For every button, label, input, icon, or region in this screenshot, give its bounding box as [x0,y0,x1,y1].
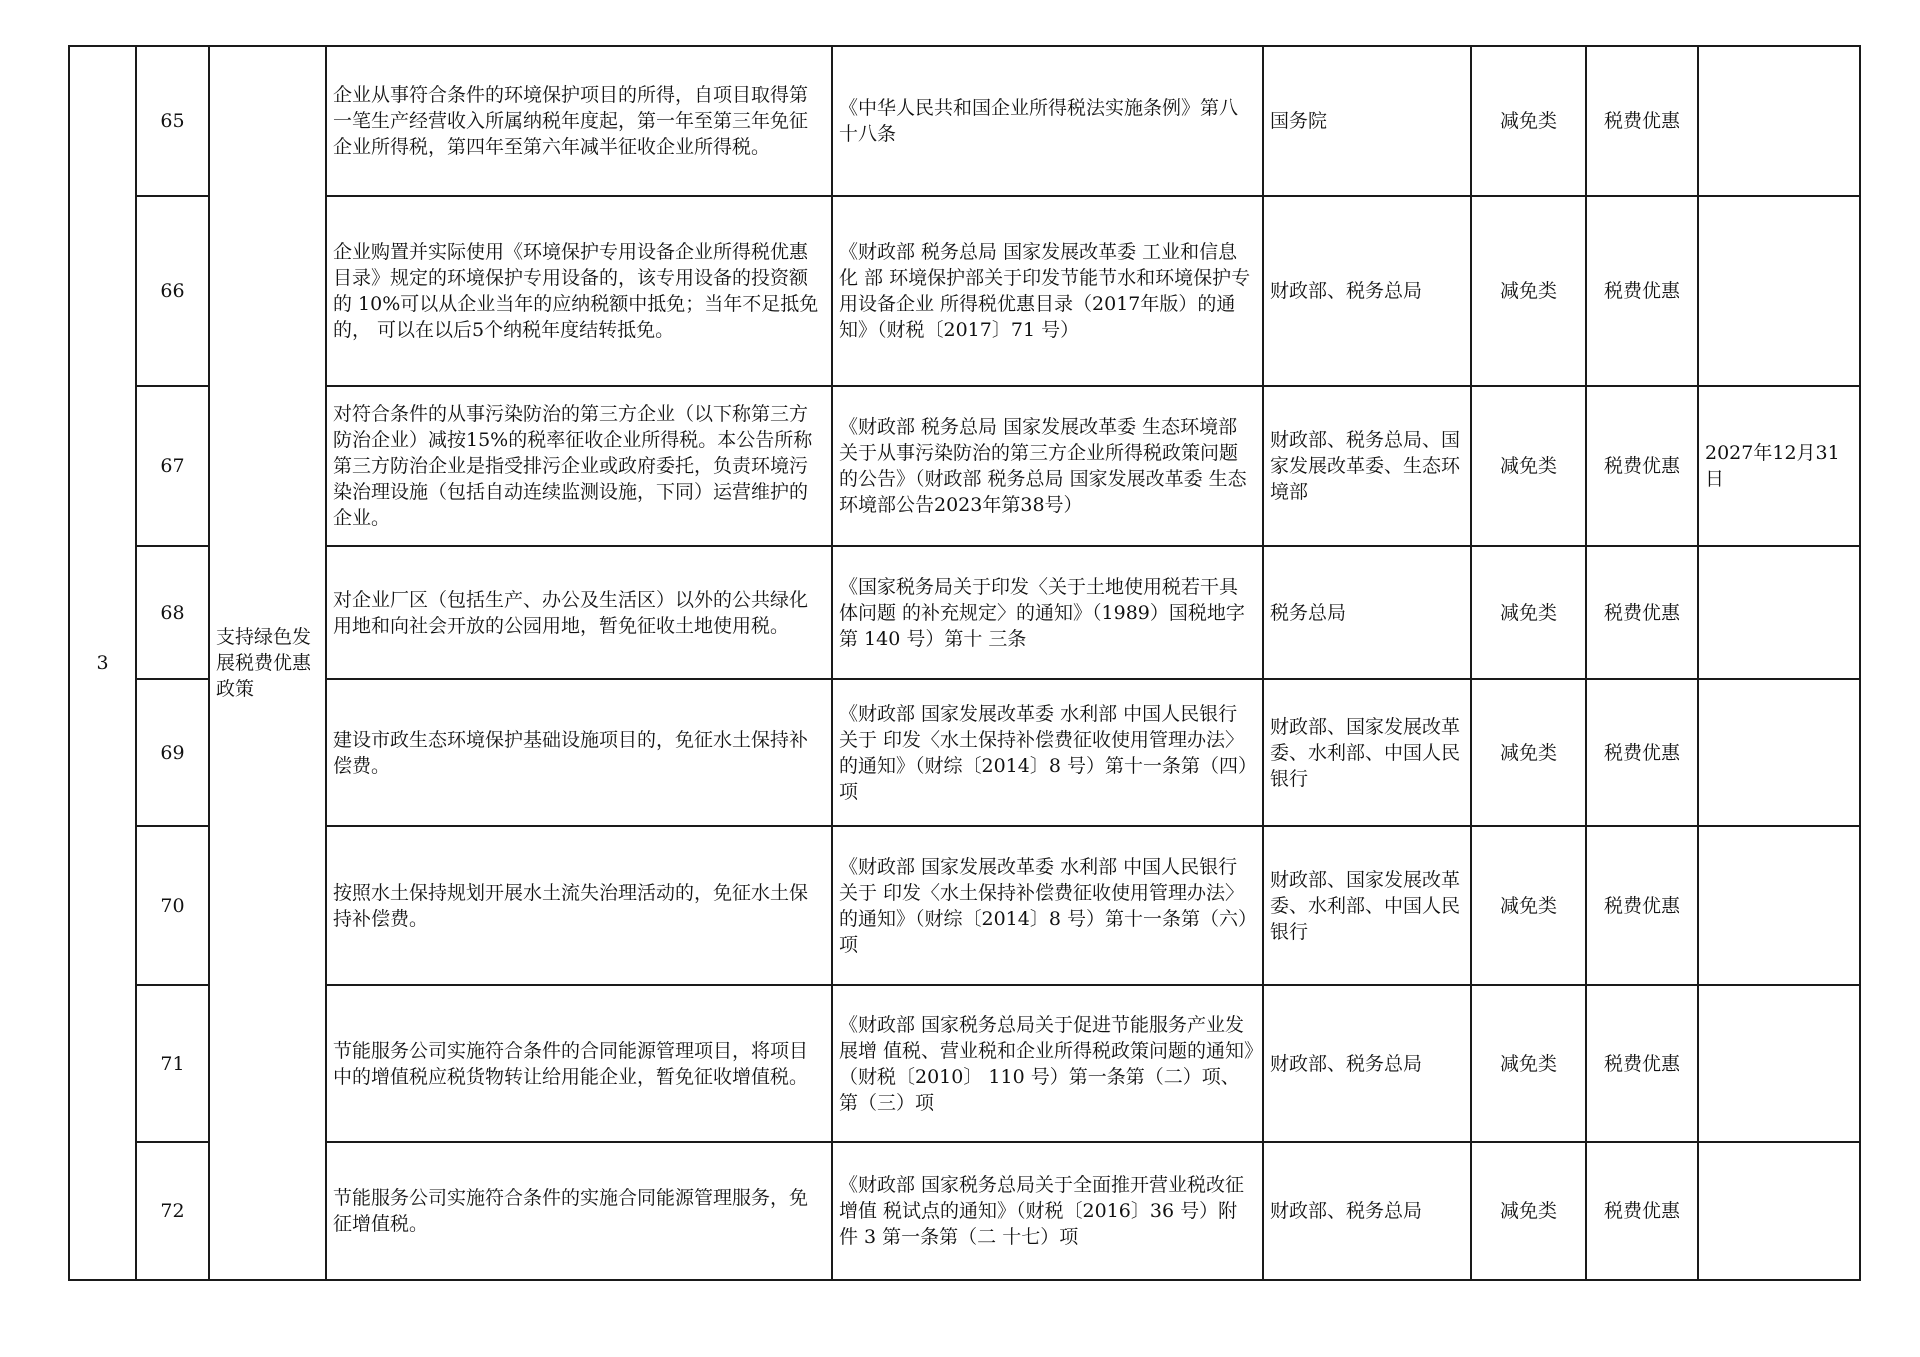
issuing-department: 财政部、税务总局 [1263,985,1471,1142]
benefit-type: 减免类 [1471,826,1586,985]
benefit-kind: 税费优惠 [1586,985,1698,1142]
benefit-kind: 税费优惠 [1586,196,1698,386]
table-row [69,985,1860,1142]
policy-content: 节能服务公司实施符合条件的实施合同能源管理服务，免征增值税。 [326,1142,832,1280]
row-number: 66 [136,196,209,386]
benefit-kind: 税费优惠 [1586,546,1698,679]
expiry-date [1698,985,1860,1142]
table-row [69,546,1860,679]
benefit-type: 减免类 [1471,386,1586,546]
benefit-kind: 税费优惠 [1586,679,1698,826]
policy-basis: 《财政部 国家税务总局关于促进节能服务产业发展增 值税、营业税和企业所得税政策问题的通知》（财税〔2010〕 110 号）第一条第（二）项、第（三）项 [832,985,1263,1142]
row-number: 65 [136,46,209,196]
issuing-department: 财政部、国家发展改革委、水利部、中国人民银行 [1263,826,1471,985]
row-number: 72 [136,1142,209,1280]
policy-basis: 《财政部 国家税务总局关于全面推开营业税改征增值 税试点的通知》（财税〔2016〕36 号）附件 3 第一条第（二 十七）项 [832,1142,1263,1280]
benefit-type: 减免类 [1471,196,1586,386]
group-number: 3 [69,46,136,1280]
benefit-kind: 税费优惠 [1586,826,1698,985]
policy-content: 按照水土保持规划开展水土流失治理活动的，免征水土保持补偿费。 [326,826,832,985]
benefit-kind: 税费优惠 [1586,386,1698,546]
row-number: 71 [136,985,209,1142]
table-row [69,826,1860,985]
expiry-date [1698,1142,1860,1280]
expiry-date [1698,679,1860,826]
policy-content: 对企业厂区（包括生产、办公及生活区）以外的公共绿化用地和向社会开放的公园用地，暂免征收土地使用税。 [326,546,832,679]
issuing-department: 国务院 [1263,46,1471,196]
table-row [69,679,1860,826]
table-row [69,196,1860,386]
policy-basis: 《财政部 税务总局 国家发展改革委 工业和信息化 部 环境保护部关于印发节能节水和环境保护专用设备企业 所得税优惠目录（2017年版）的通知》（财税〔2017〕71 号） [832,196,1263,386]
benefit-type: 减免类 [1471,1142,1586,1280]
policy-content: 企业购置并实际使用《环境保护专用设备企业所得税优惠目录》规定的环境保护专用设备的，该专用设备的投资额 的 10%可以从企业当年的应纳税额中抵免；当年不足抵免的， 可以在以后5个纳税年度结转抵免。 [326,196,832,386]
policy-category: 支持绿色发展税费优惠政策 [209,46,326,1280]
row-number: 70 [136,826,209,985]
benefit-type: 减免类 [1471,46,1586,196]
benefit-kind: 税费优惠 [1586,46,1698,196]
issuing-department: 税务总局 [1263,546,1471,679]
expiry-date [1698,196,1860,386]
policy-content: 节能服务公司实施符合条件的合同能源管理项目，将项目中的增值税应税货物转让给用能企业，暂免征收增值税。 [326,985,832,1142]
policy-content: 企业从事符合条件的环境保护项目的所得，自项目取得第一笔生产经营收入所属纳税年度起，第一年至第三年免征 企业所得税，第四年至第六年减半征收企业所得税。 [326,46,832,196]
policy-basis: 《财政部 税务总局 国家发展改革委 生态环境部关于从事污染防治的第三方企业所得税政策问题的公告》（财政部 税务总局 国家发展改革委 生态环境部公告2023年第38号） [832,386,1263,546]
table-row [69,386,1860,546]
benefit-type: 减免类 [1471,679,1586,826]
policy-basis: 《财政部 国家发展改革委 水利部 中国人民银行关于 印发〈水土保持补偿费征收使用管理办法〉的通知》（财综〔2014〕8 号）第十一条第（六）项 [832,826,1263,985]
issuing-department: 财政部、国家发展改革委、水利部、中国人民银行 [1263,679,1471,826]
benefit-type: 减免类 [1471,546,1586,679]
policy-basis: 《中华人民共和国企业所得税法实施条例》第八十八条 [832,46,1263,196]
policy-content: 建设市政生态环境保护基础设施项目的，免征水土保持补偿费。 [326,679,832,826]
benefit-type: 减免类 [1471,985,1586,1142]
policy-basis: 《财政部 国家发展改革委 水利部 中国人民银行关于 印发〈水土保持补偿费征收使用管理办法〉的通知》（财综〔2014〕8 号）第十一条第（四）项 [832,679,1263,826]
issuing-department: 财政部、税务总局 [1263,1142,1471,1280]
policy-table [68,45,1861,1281]
issuing-department: 财政部、税务总局 [1263,196,1471,386]
expiry-date [1698,46,1860,196]
policy-content: 对符合条件的从事污染防治的第三方企业（以下称第三方防治企业）减按15%的税率征收企业所得税。本公告所称第三方防治企业是指受排污企业或政府委托，负责环境污染治理设施（包括自动连续监测设施，下同）运营维护的企业。 [326,386,832,546]
expiry-date [1698,546,1860,679]
expiry-date [1698,826,1860,985]
row-number: 67 [136,386,209,546]
issuing-department: 财政部、税务总局、国家发展改革委、生态环境部 [1263,386,1471,546]
expiry-date: 2027年12月31日 [1698,386,1860,546]
policy-basis: 《国家税务局关于印发〈关于土地使用税若干具体问题 的补充规定〉的通知》（1989）国税地字第 140 号）第十 三条 [832,546,1263,679]
row-number: 68 [136,546,209,679]
table-row [69,1142,1860,1280]
benefit-kind: 税费优惠 [1586,1142,1698,1280]
table-row [69,46,1860,196]
row-number: 69 [136,679,209,826]
